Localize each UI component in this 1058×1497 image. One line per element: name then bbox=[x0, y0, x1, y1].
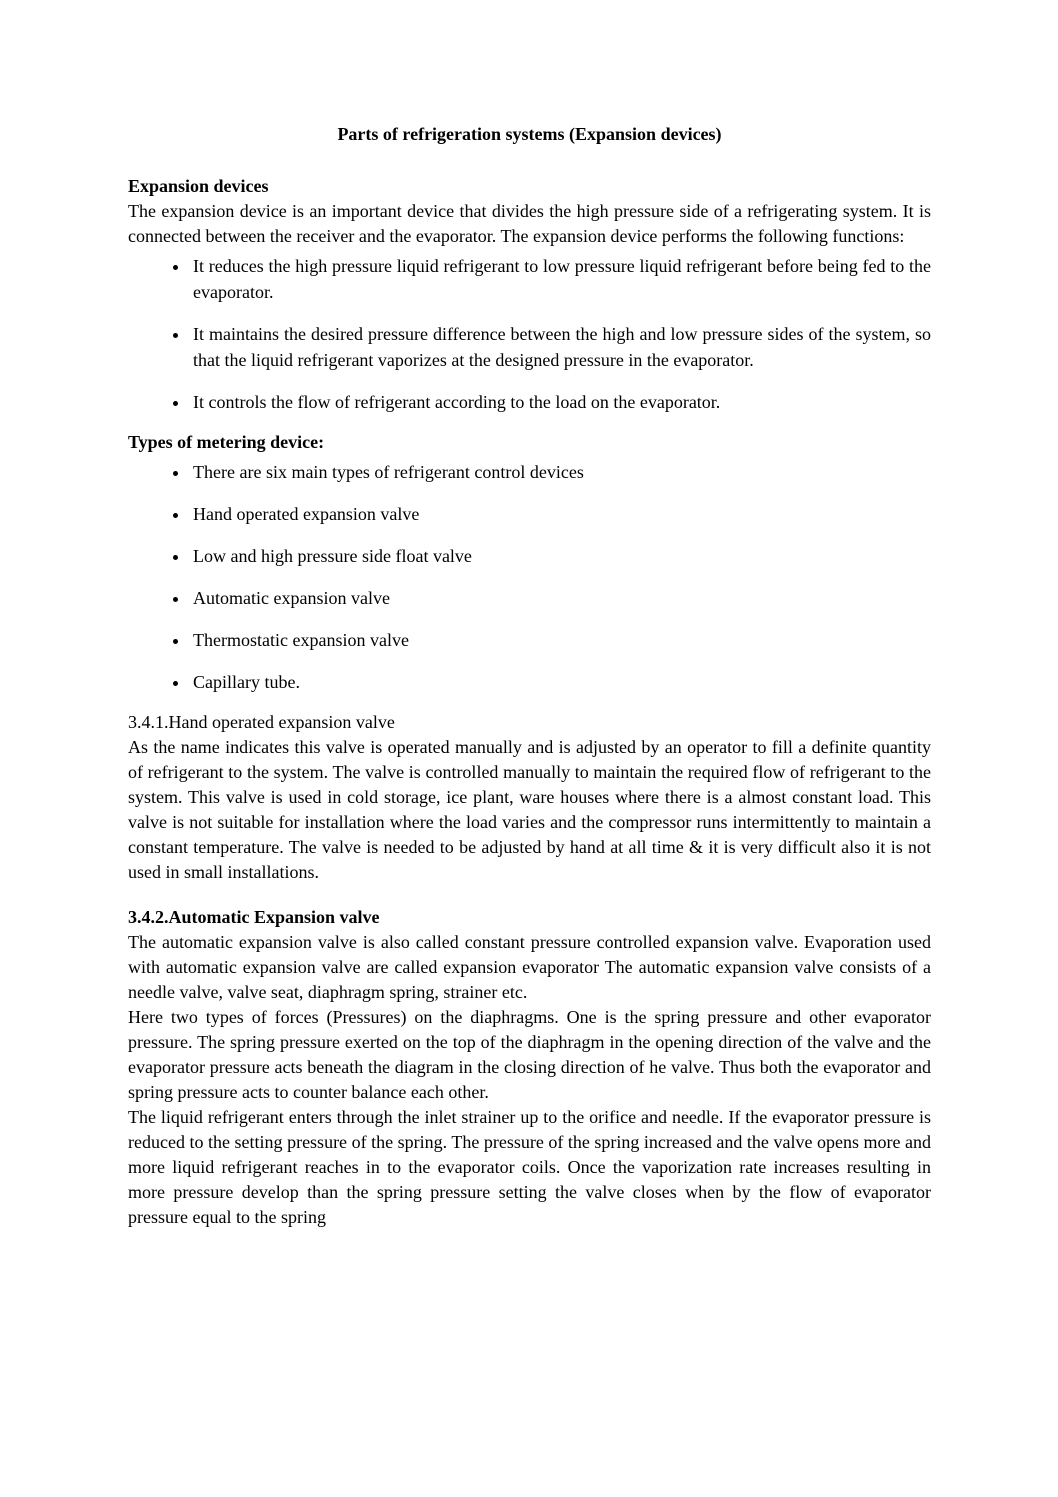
paragraph-automatic-valve-description: The automatic expansion valve is also called constant pressure controlled expansion valve. Evaporation used with automatic expansion valve are called expansion evaporator The automatic expansion valve consists of a needle valve, valve seat, diaphragm spring, strainer etc. bbox=[128, 932, 931, 1002]
paragraph-expansion-devices-intro: The expansion device is an important device that divides the high pressure side of a refrigerating system. It is connected between the receiver and the evaporator. The expansion device performs the following functions: bbox=[128, 201, 931, 246]
bullet-item: • Capillary tube. bbox=[190, 669, 931, 695]
section-hand-operated-expansion-valve bbox=[128, 710, 931, 885]
section-heading-hand-operated-expansion-valve: 3.4.1.Hand operated expansion valve bbox=[128, 712, 395, 732]
section-types-of-metering-device bbox=[128, 430, 931, 695]
document-title: Parts of refrigeration systems (Expansion devices) bbox=[337, 124, 722, 144]
paragraph-hand-operated-valve: As the name indicates this valve is operated manually and is adjusted by an operator to fill a definite quantity of refrigerant to the system. The valve is controlled manually to maintain the required flow of refrigerant to the system. This valve is used in cold storage, ice plant, ware houses where there is a almost constant load. This valve is not suitable for installation where the load varies and the compressor runs intermittently to maintain a constant temperature. The valve is needed to be adjusted by hand at all time & it is very difficult also it is not used in small installations. bbox=[128, 737, 931, 882]
section-heading-automatic-expansion-valve: 3.4.2.Automatic Expansion valve bbox=[128, 907, 380, 927]
bullet-item: • Automatic expansion valve bbox=[190, 585, 931, 611]
document-body bbox=[128, 122, 931, 1230]
bullet-item: • It maintains the desired pressure difference between the high and low pressure sides of the system, so that the liquid refrigerant vaporizes at the designed pressure in the evaporator. bbox=[190, 321, 931, 373]
bullet-item: • There are six main types of refrigerant control devices bbox=[190, 459, 931, 485]
bullet-item: • Low and high pressure side float valve bbox=[190, 543, 931, 569]
section-heading-types-of-metering-device: Types of metering device: bbox=[128, 432, 325, 452]
bullet-list-metering-device-types bbox=[128, 459, 931, 695]
section-automatic-expansion-valve bbox=[128, 905, 931, 1230]
section-expansion-devices bbox=[128, 174, 931, 415]
paragraph-diaphragm-forces: Here two types of forces (Pressures) on the diaphragms. One is the spring pressure and other evaporator pressure. The spring pressure exerted on the top of the diaphragm in the opening direction of the valve and the evaporator pressure acts beneath the diagram in the closing direction of he valve. Thus both the evaporator and spring pressure acts to counter balance each other. bbox=[128, 1007, 931, 1102]
bullet-item: • Hand operated expansion valve bbox=[190, 501, 931, 527]
bullet-item: • It reduces the high pressure liquid refrigerant to low pressure liquid refrigerant before being fed to the evaporator. bbox=[190, 253, 931, 305]
bullet-item: • It controls the flow of refrigerant according to the load on the evaporator. bbox=[190, 389, 931, 415]
bullet-list-expansion-functions bbox=[128, 253, 931, 415]
paragraph-liquid-refrigerant-flow: The liquid refrigerant enters through the inlet strainer up to the orifice and needle. If the evaporator pressure is reduced to the setting pressure of the spring. The pressure of the spring increased and the valve opens more and more liquid refrigerant reaches in to the evaporator coils. Once the vaporization rate increases resulting in more pressure develop than the spring pressure setting the valve closes when by the flow of evaporator pressure equal to the spring bbox=[128, 1107, 931, 1227]
section-heading-expansion-devices: Expansion devices bbox=[128, 176, 269, 196]
bullet-item: • Thermostatic expansion valve bbox=[190, 627, 931, 653]
